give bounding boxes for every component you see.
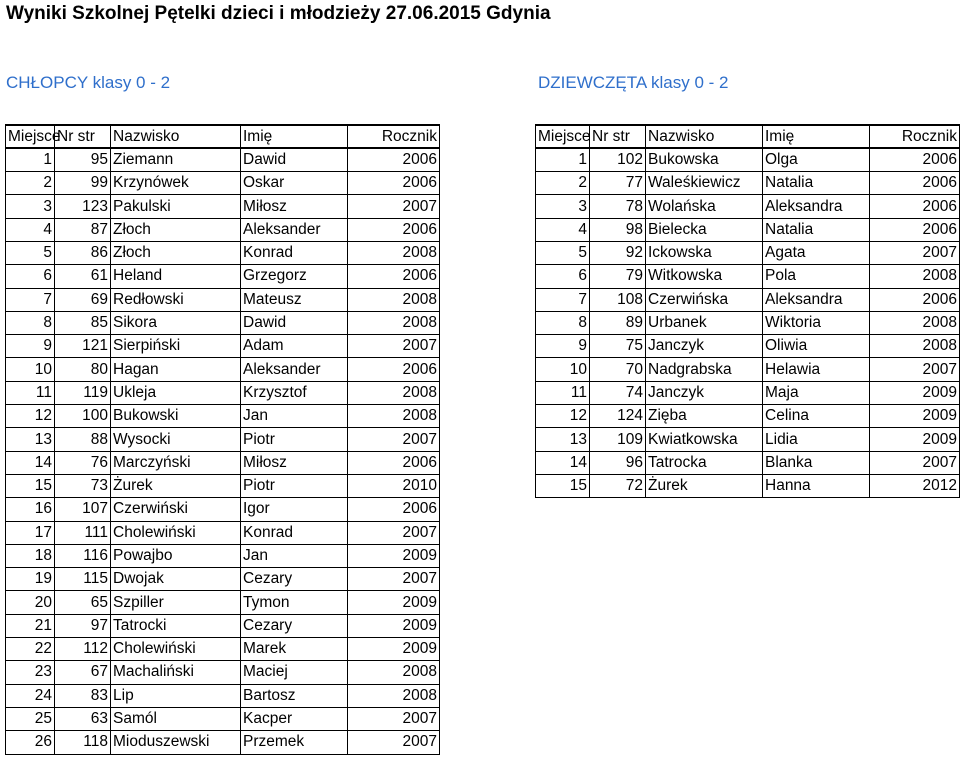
cell-place: 25 [6, 707, 55, 730]
column-header-surname: Nazwisko [111, 125, 241, 148]
cell-bib-number: 83 [55, 684, 111, 707]
cell-surname: Zięba [646, 405, 763, 428]
cell-surname: Machaliński [111, 661, 241, 684]
cell-surname: Urbanek [646, 311, 763, 334]
cell-surname: Wysocki [111, 428, 241, 451]
cell-first-name: Konrad [241, 521, 348, 544]
cell-bib-number: 79 [590, 265, 646, 288]
column-header-birth-year: Rocznik [348, 125, 440, 148]
cell-surname: Żurek [646, 474, 763, 497]
cell-surname: Cholewiński [111, 521, 241, 544]
cell-surname: Bukowska [646, 148, 763, 171]
cell-birth-year: 2006 [870, 288, 960, 311]
cell-birth-year: 2009 [870, 405, 960, 428]
table-row [6, 428, 440, 451]
cell-bib-number: 75 [590, 335, 646, 358]
cell-surname: Ickowska [646, 241, 763, 264]
cell-surname: Tatrocka [646, 451, 763, 474]
table-row [536, 241, 960, 264]
cell-birth-year: 2007 [348, 731, 440, 754]
cell-place: 9 [536, 335, 590, 358]
table-row [536, 358, 960, 381]
table-row [536, 335, 960, 358]
table-row [6, 614, 440, 637]
cell-surname: Powajbo [111, 544, 241, 567]
cell-bib-number: 74 [590, 381, 646, 404]
cell-first-name: Cezary [241, 614, 348, 637]
cell-first-name: Natalia [763, 172, 870, 195]
cell-bib-number: 109 [590, 428, 646, 451]
cell-surname: Żurek [111, 474, 241, 497]
table-row [6, 638, 440, 661]
cell-place: 10 [536, 358, 590, 381]
table-row [536, 474, 960, 497]
cell-first-name: Miłosz [241, 195, 348, 218]
table-row [6, 451, 440, 474]
cell-place: 22 [6, 638, 55, 661]
cell-surname: Waleśkiewicz [646, 172, 763, 195]
cell-place: 3 [536, 195, 590, 218]
cell-bib-number: 102 [590, 148, 646, 171]
table-row [6, 474, 440, 497]
cell-first-name: Przemek [241, 731, 348, 754]
cell-place: 16 [6, 498, 55, 521]
cell-birth-year: 2009 [348, 614, 440, 637]
table-row [6, 358, 440, 381]
cell-first-name: Helawia [763, 358, 870, 381]
column-header-bib-number: Nr str [590, 125, 646, 148]
table-row [6, 707, 440, 730]
cell-place: 11 [6, 381, 55, 404]
cell-place: 10 [6, 358, 55, 381]
cell-bib-number: 95 [55, 148, 111, 171]
cell-birth-year: 2008 [348, 311, 440, 334]
cell-first-name: Piotr [241, 428, 348, 451]
cell-bib-number: 118 [55, 731, 111, 754]
cell-surname: Złoch [111, 241, 241, 264]
cell-first-name: Wiktoria [763, 311, 870, 334]
table-row [536, 428, 960, 451]
cell-first-name: Blanka [763, 451, 870, 474]
cell-first-name: Oskar [241, 172, 348, 195]
cell-first-name: Aleksander [241, 358, 348, 381]
boys-results-table [5, 124, 440, 755]
cell-bib-number: 123 [55, 195, 111, 218]
cell-first-name: Natalia [763, 218, 870, 241]
table-row [536, 405, 960, 428]
cell-birth-year: 2008 [870, 265, 960, 288]
table-row [536, 311, 960, 334]
cell-birth-year: 2006 [348, 265, 440, 288]
cell-bib-number: 67 [55, 661, 111, 684]
cell-place: 7 [536, 288, 590, 311]
cell-birth-year: 2006 [348, 148, 440, 171]
cell-bib-number: 119 [55, 381, 111, 404]
table-row [6, 661, 440, 684]
cell-birth-year: 2012 [870, 474, 960, 497]
cell-place: 21 [6, 614, 55, 637]
cell-birth-year: 2007 [348, 195, 440, 218]
cell-first-name: Maja [763, 381, 870, 404]
cell-birth-year: 2009 [348, 544, 440, 567]
cell-surname: Pakulski [111, 195, 241, 218]
cell-surname: Ukleja [111, 381, 241, 404]
cell-place: 1 [6, 148, 55, 171]
cell-place: 8 [6, 311, 55, 334]
cell-surname: Krzynówek [111, 172, 241, 195]
cell-place: 7 [6, 288, 55, 311]
cell-bib-number: 111 [55, 521, 111, 544]
cell-surname: Janczyk [646, 381, 763, 404]
cell-place: 20 [6, 591, 55, 614]
table-row [6, 731, 440, 754]
cell-first-name: Celina [763, 405, 870, 428]
cell-bib-number: 86 [55, 241, 111, 264]
cell-surname: Lip [111, 684, 241, 707]
column-header-first-name: Imię [241, 125, 348, 148]
cell-first-name: Miłosz [241, 451, 348, 474]
cell-place: 18 [6, 544, 55, 567]
cell-first-name: Pola [763, 265, 870, 288]
table-row [6, 544, 440, 567]
cell-place: 2 [6, 172, 55, 195]
cell-birth-year: 2009 [870, 381, 960, 404]
cell-place: 4 [6, 218, 55, 241]
cell-birth-year: 2006 [348, 498, 440, 521]
cell-bib-number: 92 [590, 241, 646, 264]
cell-birth-year: 2008 [870, 335, 960, 358]
cell-place: 5 [6, 241, 55, 264]
column-header-place: Miejsce [536, 125, 590, 148]
cell-bib-number: 80 [55, 358, 111, 381]
cell-bib-number: 65 [55, 591, 111, 614]
table-row [6, 335, 440, 358]
cell-bib-number: 99 [55, 172, 111, 195]
cell-place: 3 [6, 195, 55, 218]
cell-surname: Janczyk [646, 335, 763, 358]
cell-birth-year: 2008 [870, 311, 960, 334]
cell-place: 13 [6, 428, 55, 451]
table-row [6, 311, 440, 334]
cell-birth-year: 2006 [870, 218, 960, 241]
cell-place: 26 [6, 731, 55, 754]
cell-surname: Bukowski [111, 405, 241, 428]
cell-bib-number: 97 [55, 614, 111, 637]
table-row [6, 381, 440, 404]
cell-place: 6 [536, 265, 590, 288]
cell-bib-number: 87 [55, 218, 111, 241]
cell-bib-number: 78 [590, 195, 646, 218]
column-header-place: Miejsce [6, 125, 55, 148]
cell-birth-year: 2007 [348, 707, 440, 730]
table-row [6, 241, 440, 264]
table-row [536, 195, 960, 218]
cell-surname: Hagan [111, 358, 241, 381]
table-row [6, 405, 440, 428]
table-row [536, 288, 960, 311]
cell-first-name: Marek [241, 638, 348, 661]
cell-bib-number: 115 [55, 568, 111, 591]
cell-birth-year: 2006 [348, 358, 440, 381]
cell-birth-year: 2007 [348, 428, 440, 451]
cell-first-name: Lidia [763, 428, 870, 451]
cell-first-name: Dawid [241, 311, 348, 334]
cell-surname: Marczyński [111, 451, 241, 474]
cell-first-name: Dawid [241, 148, 348, 171]
cell-first-name: Igor [241, 498, 348, 521]
cell-bib-number: 112 [55, 638, 111, 661]
cell-first-name: Grzegorz [241, 265, 348, 288]
cell-surname: Czerwiński [111, 498, 241, 521]
cell-birth-year: 2008 [348, 405, 440, 428]
cell-first-name: Jan [241, 405, 348, 428]
cell-bib-number: 121 [55, 335, 111, 358]
cell-birth-year: 2006 [870, 195, 960, 218]
table-row [6, 148, 440, 171]
cell-surname: Czerwińska [646, 288, 763, 311]
cell-place: 1 [536, 148, 590, 171]
table-row [6, 195, 440, 218]
cell-surname: Heland [111, 265, 241, 288]
cell-birth-year: 2006 [348, 172, 440, 195]
cell-first-name: Konrad [241, 241, 348, 264]
boys-section-heading: CHŁOPCY klasy 0 - 2 [6, 73, 171, 92]
column-header-surname: Nazwisko [646, 125, 763, 148]
cell-place: 24 [6, 684, 55, 707]
cell-birth-year: 2006 [870, 172, 960, 195]
cell-place: 11 [536, 381, 590, 404]
cell-first-name: Aleksandra [763, 195, 870, 218]
cell-place: 23 [6, 661, 55, 684]
cell-bib-number: 88 [55, 428, 111, 451]
cell-bib-number: 107 [55, 498, 111, 521]
table-row [6, 684, 440, 707]
cell-first-name: Jan [241, 544, 348, 567]
table-row [6, 172, 440, 195]
cell-bib-number: 77 [590, 172, 646, 195]
cell-surname: Mioduszewski [111, 731, 241, 754]
cell-bib-number: 61 [55, 265, 111, 288]
cell-bib-number: 89 [590, 311, 646, 334]
cell-place: 9 [6, 335, 55, 358]
cell-surname: Nadgrabska [646, 358, 763, 381]
cell-first-name: Hanna [763, 474, 870, 497]
table-row [6, 288, 440, 311]
cell-place: 17 [6, 521, 55, 544]
cell-first-name: Aleksander [241, 218, 348, 241]
cell-place: 19 [6, 568, 55, 591]
cell-bib-number: 69 [55, 288, 111, 311]
cell-surname: Dwojak [111, 568, 241, 591]
cell-first-name: Oliwia [763, 335, 870, 358]
cell-birth-year: 2007 [870, 451, 960, 474]
table-row [6, 218, 440, 241]
cell-bib-number: 85 [55, 311, 111, 334]
cell-first-name: Bartosz [241, 684, 348, 707]
cell-bib-number: 98 [590, 218, 646, 241]
cell-bib-number: 73 [55, 474, 111, 497]
cell-first-name: Cezary [241, 568, 348, 591]
girls-section-heading: DZIEWCZĘTA klasy 0 - 2 [538, 73, 729, 92]
cell-birth-year: 2007 [348, 521, 440, 544]
cell-place: 13 [536, 428, 590, 451]
cell-birth-year: 2008 [348, 661, 440, 684]
cell-surname: Kwiatkowska [646, 428, 763, 451]
cell-birth-year: 2009 [348, 591, 440, 614]
table-row [6, 521, 440, 544]
cell-surname: Sikora [111, 311, 241, 334]
cell-first-name: Krzysztof [241, 381, 348, 404]
table-row [536, 381, 960, 404]
table-row [6, 498, 440, 521]
column-header-first-name: Imię [763, 125, 870, 148]
cell-place: 15 [536, 474, 590, 497]
cell-birth-year: 2007 [348, 335, 440, 358]
table-row [6, 591, 440, 614]
cell-first-name: Mateusz [241, 288, 348, 311]
cell-bib-number: 76 [55, 451, 111, 474]
table-header-row [6, 125, 440, 148]
cell-bib-number: 70 [590, 358, 646, 381]
cell-place: 14 [6, 451, 55, 474]
cell-place: 12 [6, 405, 55, 428]
cell-bib-number: 108 [590, 288, 646, 311]
table-row [6, 568, 440, 591]
column-header-birth-year: Rocznik [870, 125, 960, 148]
cell-place: 15 [6, 474, 55, 497]
table-row [6, 265, 440, 288]
cell-bib-number: 100 [55, 405, 111, 428]
cell-surname: Cholewiński [111, 638, 241, 661]
cell-birth-year: 2008 [348, 684, 440, 707]
cell-surname: Wolańska [646, 195, 763, 218]
cell-bib-number: 72 [590, 474, 646, 497]
cell-first-name: Tymon [241, 591, 348, 614]
cell-birth-year: 2008 [348, 381, 440, 404]
cell-place: 5 [536, 241, 590, 264]
cell-place: 6 [6, 265, 55, 288]
cell-birth-year: 2006 [348, 218, 440, 241]
cell-first-name: Olga [763, 148, 870, 171]
table-header-row [536, 125, 960, 148]
cell-birth-year: 2008 [348, 241, 440, 264]
cell-first-name: Adam [241, 335, 348, 358]
cell-surname: Ziemann [111, 148, 241, 171]
cell-surname: Szpiller [111, 591, 241, 614]
cell-birth-year: 2009 [870, 428, 960, 451]
girls-results-table [535, 124, 960, 498]
cell-place: 14 [536, 451, 590, 474]
cell-birth-year: 2007 [870, 358, 960, 381]
cell-bib-number: 124 [590, 405, 646, 428]
cell-surname: Sierpiński [111, 335, 241, 358]
cell-place: 8 [536, 311, 590, 334]
cell-surname: Złoch [111, 218, 241, 241]
cell-birth-year: 2006 [870, 148, 960, 171]
cell-surname: Witkowska [646, 265, 763, 288]
cell-birth-year: 2006 [348, 451, 440, 474]
cell-surname: Tatrocki [111, 614, 241, 637]
cell-birth-year: 2007 [870, 241, 960, 264]
cell-surname: Samól [111, 707, 241, 730]
table-row [536, 172, 960, 195]
column-header-bib-number: Nr str [55, 125, 111, 148]
cell-bib-number: 96 [590, 451, 646, 474]
cell-place: 4 [536, 218, 590, 241]
cell-first-name: Kacper [241, 707, 348, 730]
cell-first-name: Maciej [241, 661, 348, 684]
cell-birth-year: 2010 [348, 474, 440, 497]
cell-birth-year: 2009 [348, 638, 440, 661]
cell-first-name: Agata [763, 241, 870, 264]
table-row [536, 265, 960, 288]
table-row [536, 218, 960, 241]
cell-birth-year: 2008 [348, 288, 440, 311]
table-row [536, 451, 960, 474]
cell-first-name: Piotr [241, 474, 348, 497]
cell-bib-number: 63 [55, 707, 111, 730]
cell-place: 12 [536, 405, 590, 428]
page-title: Wyniki Szkolnej Pętelki dzieci i młodzieży 27.06.2015 Gdynia [6, 3, 551, 24]
table-row [536, 148, 960, 171]
cell-place: 2 [536, 172, 590, 195]
cell-surname: Redłowski [111, 288, 241, 311]
cell-bib-number: 116 [55, 544, 111, 567]
cell-first-name: Aleksandra [763, 288, 870, 311]
cell-surname: Bielecka [646, 218, 763, 241]
cell-birth-year: 2007 [348, 568, 440, 591]
